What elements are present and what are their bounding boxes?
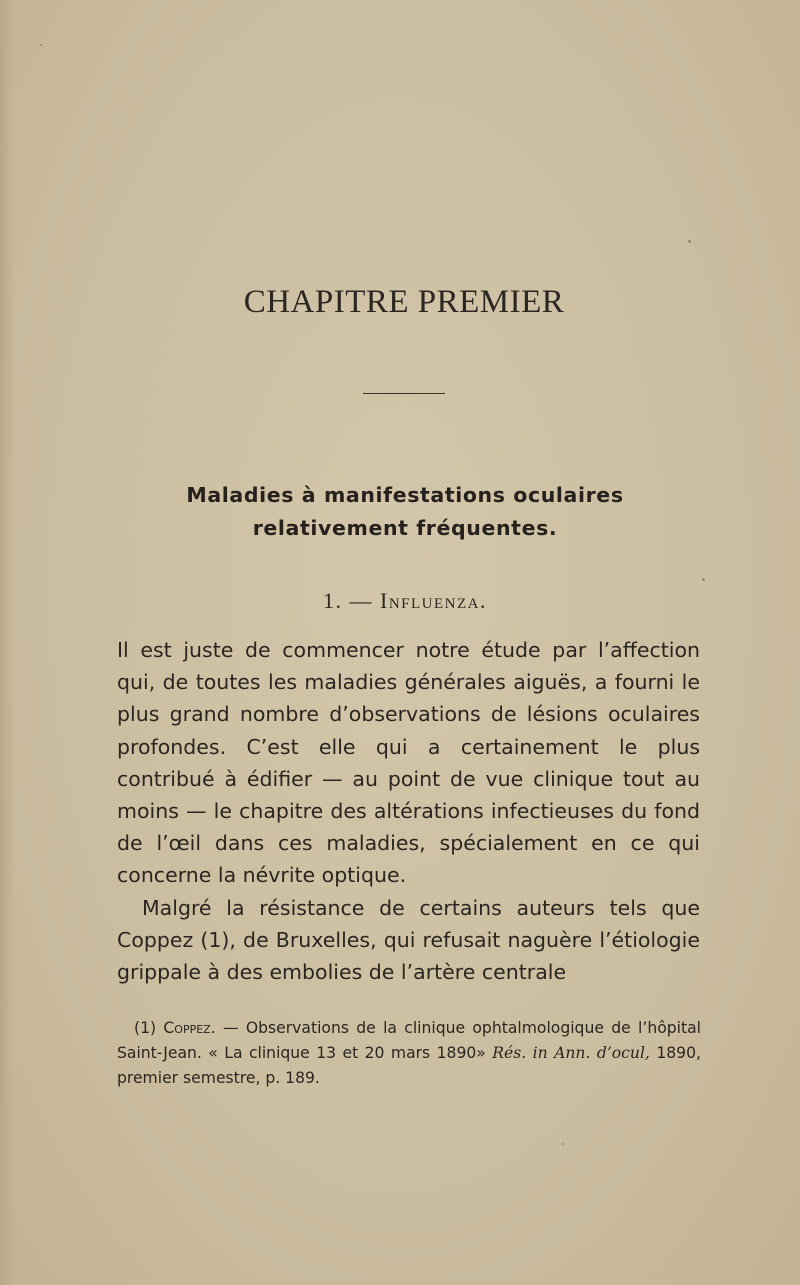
paper-speck <box>562 1143 564 1145</box>
footnote-text-1: — Observations de la clinique ophtalmologique de l’hôpital Saint-Jean. « La clinique 13 et 20 mars 1890» <box>117 1019 701 1062</box>
body-text <box>117 634 700 988</box>
chapter-title: CHAPITRE PREMIER <box>243 284 565 320</box>
title-divider <box>363 393 445 394</box>
subsection-number: 1. — <box>323 588 373 613</box>
paper-speck <box>40 44 42 46</box>
footnote-author: Coppez. <box>163 1019 216 1037</box>
paper-speck <box>688 240 691 243</box>
subsection-heading <box>0 588 800 614</box>
footnote-marker: (1) <box>134 1019 157 1037</box>
footnote-reference: Rés. in Ann. d’ocul, <box>492 1044 650 1062</box>
body-paragraph-2: Malgré la résistance de certains auteurs tels que Coppez (1), de Bruxelles, qui refusait naguère l’étiologie grippale à des embolies de l’artère centrale <box>117 895 700 985</box>
section-heading: Maladies à manifestations oculaires relativement fréquentes. <box>186 483 624 540</box>
subsection-title: Influenza. <box>380 588 487 613</box>
paper-speck <box>702 578 705 581</box>
page-edge-shadow <box>0 0 14 1285</box>
footnote <box>117 1016 701 1091</box>
footnote-text-2: 1890, premier semestre, p. 189. <box>117 1044 701 1087</box>
body-paragraph-1: Il est juste de commencer notre étude par l’affection qui, de toutes les maladies générales aiguës, a fourni le plus grand nombre d’observations de lésions oculaires profondes. C’est elle qui a certainement le plus contribué à édifier — au point de vue clinique tout au moins — le chapitre des altérations infectieuses du fond de l’œil dans ces maladies, spécialement en ce qui concerne la névrite optique. <box>117 638 700 888</box>
